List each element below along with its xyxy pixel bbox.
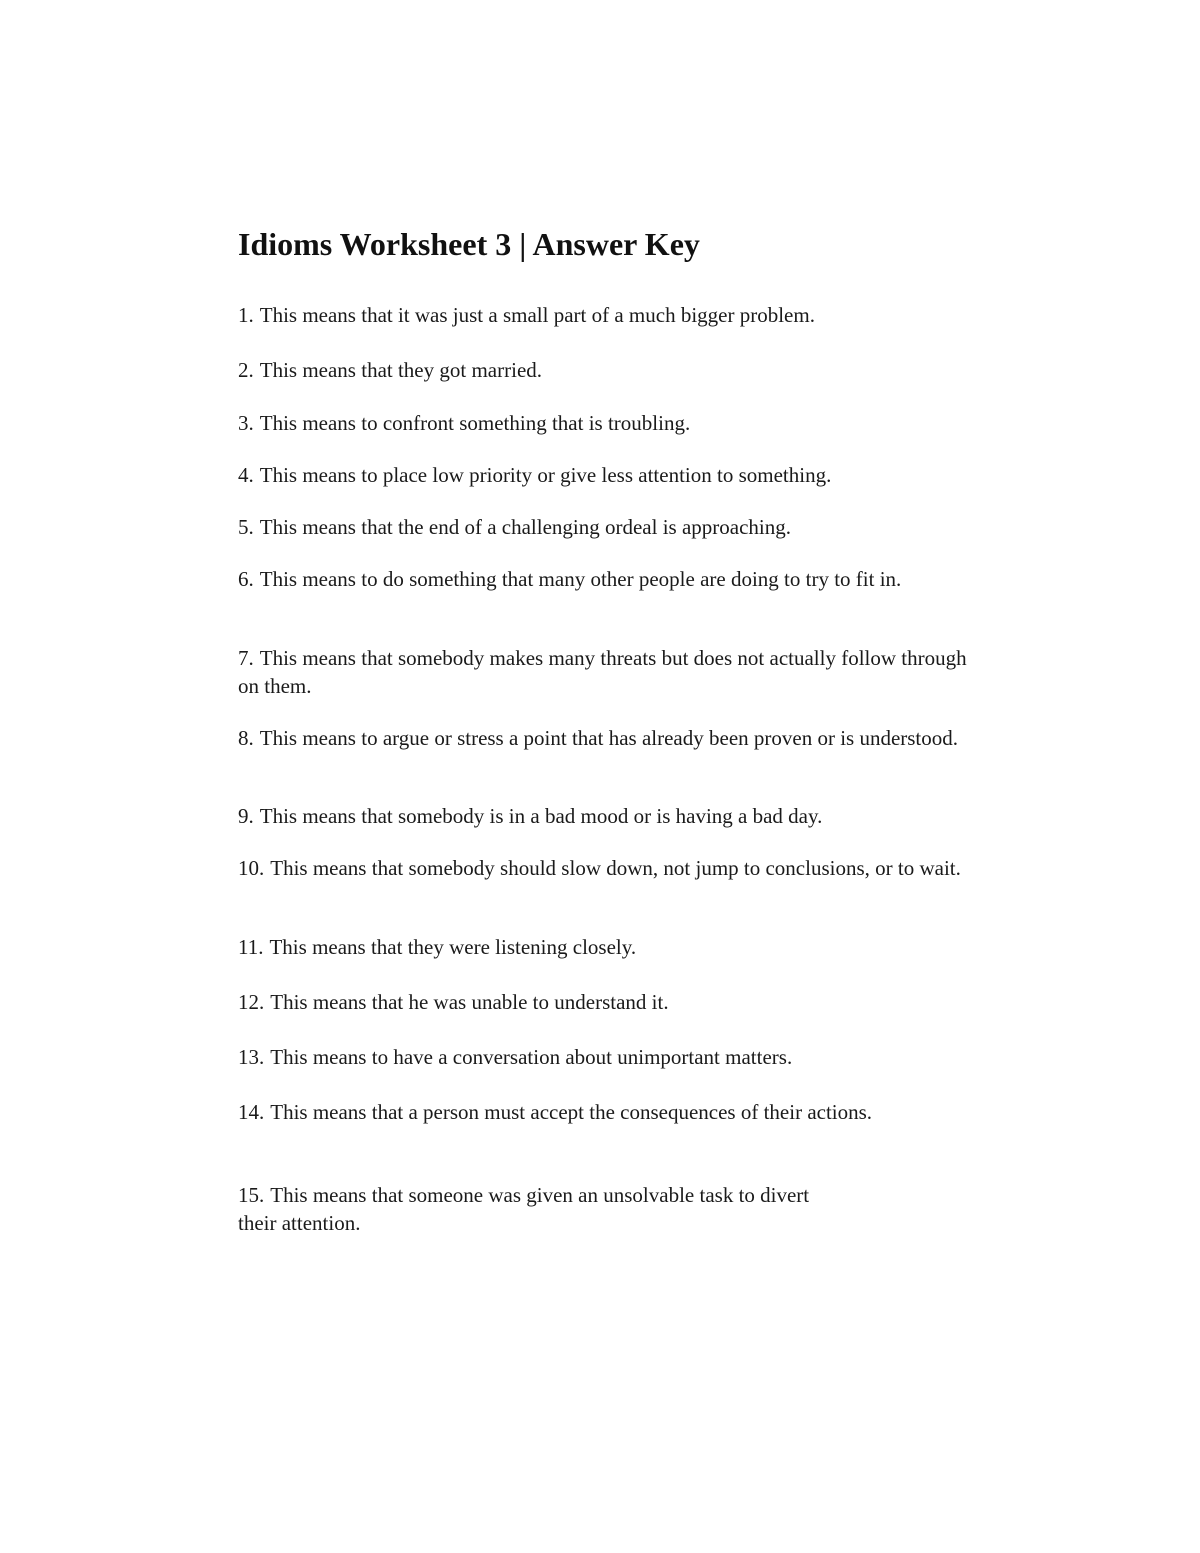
answer-text: This means to argue or stress a point that has already been proven or is understood. [259,726,959,750]
answer-item-12 [238,988,978,1016]
answer-item-13 [238,1043,978,1071]
answer-number: 13. [238,1045,265,1069]
answer-number: 1. [238,303,254,327]
answer-text: This means that someone was given an unsolvable task to divert their attention. [238,1183,810,1235]
answer-text: This means to place low priority or give less attention to something. [259,463,832,487]
answer-item-3 [238,409,978,437]
answer-text: This means that they were listening closely. [269,935,637,959]
answer-text: This means to confront something that is troubling. [259,411,691,435]
answer-text: This means that they got married. [259,358,543,382]
answer-item-1 [238,301,978,329]
answer-number: 12. [238,990,265,1014]
answer-number: 10. [238,856,265,880]
answer-item-2 [238,356,978,384]
answer-item-15 [238,1181,838,1237]
answer-item-8 [238,724,978,752]
answer-text: This means that he was unable to understand it. [270,990,669,1014]
answer-number: 8. [238,726,254,750]
answer-item-4 [238,461,978,489]
answer-text: This means that it was just a small part of a much bigger problem. [259,303,815,327]
answer-number: 15. [238,1183,265,1207]
answer-number: 14. [238,1100,265,1124]
answer-number: 6. [238,567,254,591]
answer-text: This means to do something that many other people are doing to try to fit in. [259,567,902,591]
answer-number: 4. [238,463,254,487]
answer-text: This means that the end of a challenging ordeal is approaching. [259,515,791,539]
answer-item-11 [238,933,978,961]
answer-item-9 [238,802,978,830]
answer-text: This means that a person must accept the consequences of their actions. [270,1100,873,1124]
answer-item-10 [238,854,978,882]
answer-text: This means that somebody should slow down, not jump to conclusions, or to wait. [270,856,961,880]
answer-number: 3. [238,411,254,435]
answer-item-14 [238,1098,978,1126]
answer-number: 7. [238,646,254,670]
answer-text: This means to have a conversation about unimportant matters. [270,1045,793,1069]
answer-text: This means that somebody makes many threats but does not actually follow through on them. [238,646,967,698]
answer-number: 2. [238,358,254,382]
answer-item-5 [238,513,978,541]
answer-text: This means that somebody is in a bad mood or is having a bad day. [259,804,823,828]
answer-item-6 [238,565,978,593]
answer-number: 5. [238,515,254,539]
answer-item-7 [238,644,978,700]
answer-number: 11. [238,935,264,959]
page-title: Idioms Worksheet 3 | Answer Key [238,226,700,262]
answer-number: 9. [238,804,254,828]
